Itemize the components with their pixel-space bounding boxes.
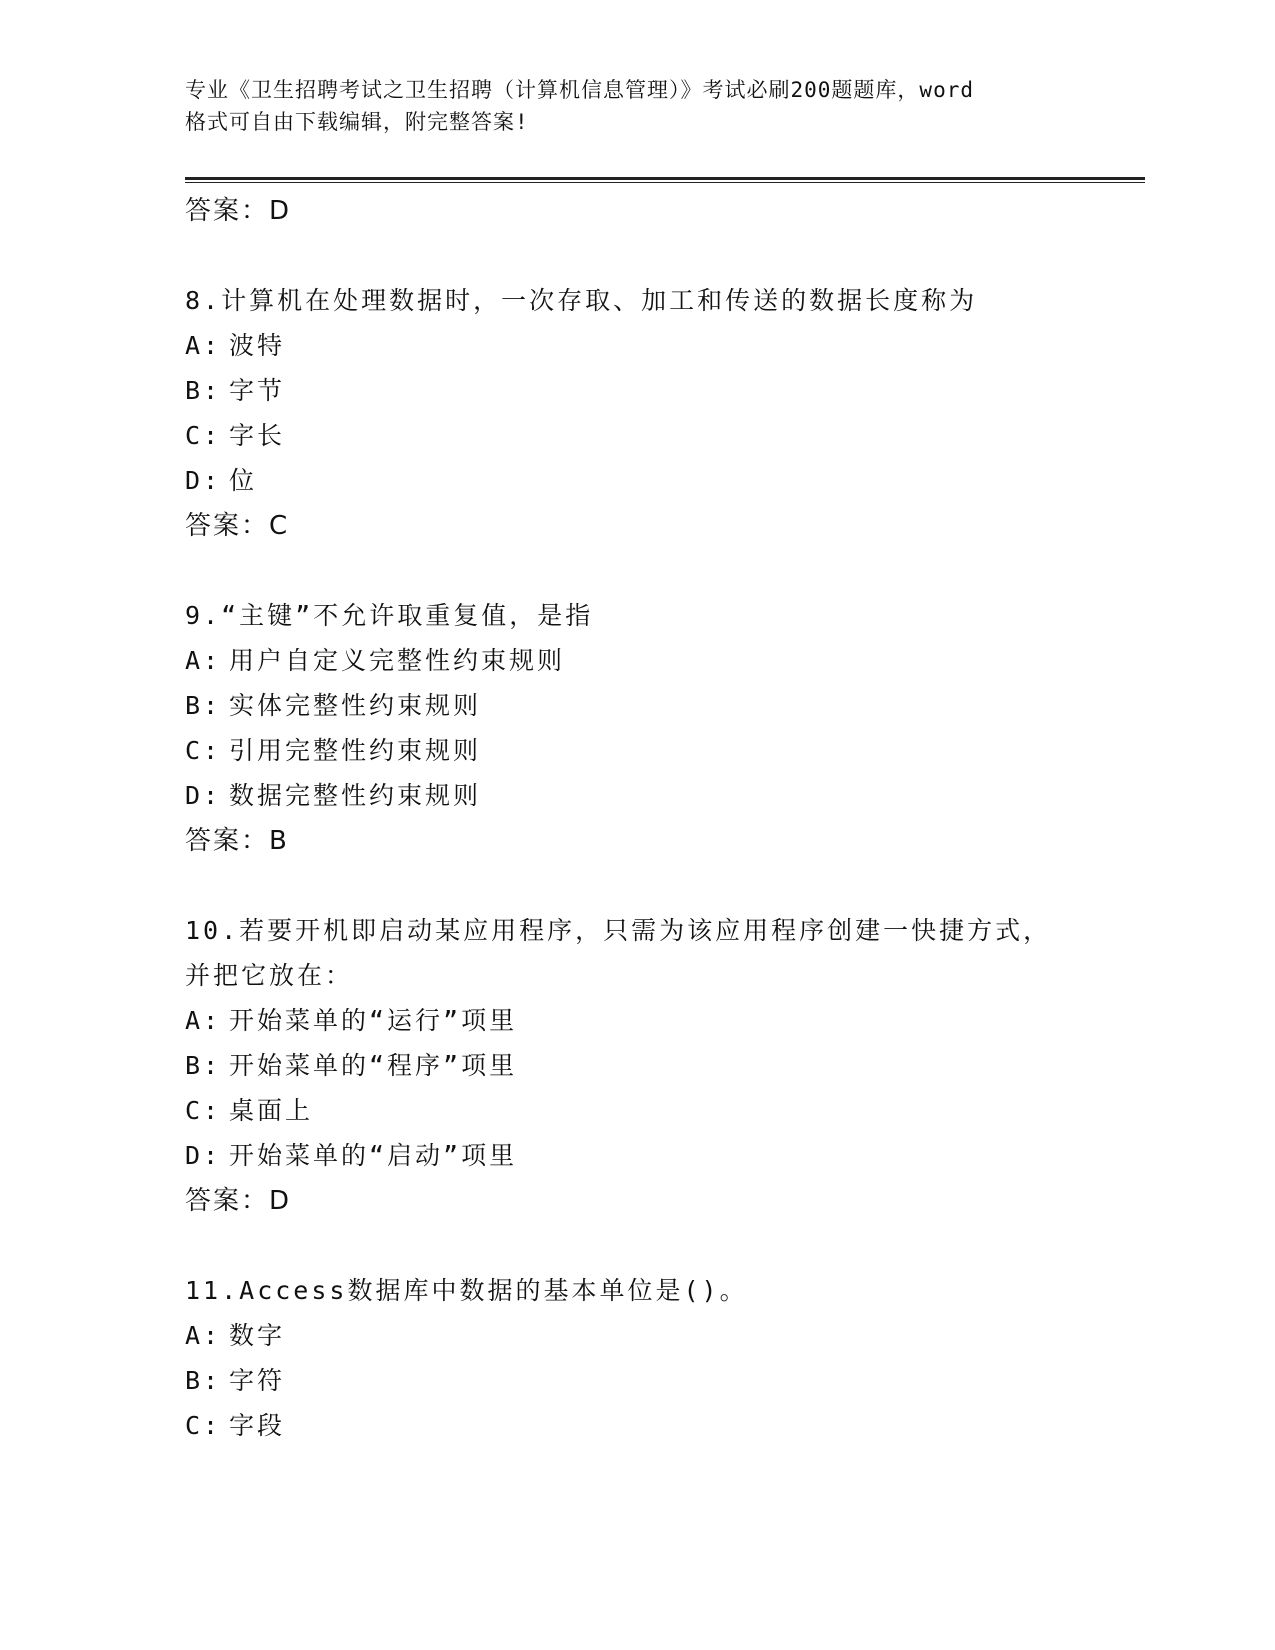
option-text: 用户自定义完整性约束规则 xyxy=(229,646,566,675)
option-item xyxy=(185,728,1125,773)
option-item xyxy=(185,683,1125,728)
answer-value: C xyxy=(269,511,289,541)
option-letter: B: xyxy=(185,376,222,405)
document-content xyxy=(185,188,1125,1448)
option-item xyxy=(185,1088,1125,1133)
option-text: 字符 xyxy=(229,1366,286,1395)
option-letter: A: xyxy=(185,646,222,675)
question-block xyxy=(185,1268,1125,1448)
answer-label: 答案： xyxy=(185,511,270,541)
option-letter: C: xyxy=(185,421,222,450)
option-text: 桌面上 xyxy=(229,1096,314,1125)
option-letter: D: xyxy=(185,466,222,495)
question-list xyxy=(185,278,1125,1448)
option-item xyxy=(185,413,1125,458)
option-item xyxy=(185,323,1125,368)
option-letter: B: xyxy=(185,1366,222,1395)
question-stem: 9.“主键”不允许取重复值，是指 xyxy=(185,601,594,630)
option-letter: A: xyxy=(185,331,222,360)
option-letter: D: xyxy=(185,781,222,810)
answer-line xyxy=(185,818,1125,864)
option-letter: D: xyxy=(185,1141,222,1170)
option-item xyxy=(185,1133,1125,1178)
header-line-1: 专业《卫生招聘考试之卫生招聘（计算机信息管理）》考试必刷200题题库，word xyxy=(185,78,974,102)
option-letter: C: xyxy=(185,1411,222,1440)
option-item xyxy=(185,458,1125,503)
option-text: 数字 xyxy=(229,1321,286,1350)
question-stem: 10.若要开机即启动某应用程序，只需为该应用程序创建一快捷方式， xyxy=(185,916,1052,945)
answer-label: 答案： xyxy=(185,826,270,856)
answer-label: 答案： xyxy=(185,1186,270,1216)
question-block xyxy=(185,908,1125,1224)
option-text: 数据完整性约束规则 xyxy=(229,781,482,810)
option-text: 开始菜单的“启动”项里 xyxy=(229,1141,518,1170)
question-stem: 并把它放在： xyxy=(185,961,354,990)
option-text: 字段 xyxy=(229,1411,286,1440)
answer-value: D xyxy=(269,196,291,226)
option-text: 实体完整性约束规则 xyxy=(229,691,482,720)
option-text: 引用完整性约束规则 xyxy=(229,736,482,765)
option-letter: A: xyxy=(185,1321,222,1350)
option-letter: B: xyxy=(185,1051,222,1080)
option-item xyxy=(185,1313,1125,1358)
answer-value: B xyxy=(269,826,288,856)
option-item xyxy=(185,638,1125,683)
header-rule-thin xyxy=(185,182,1145,183)
option-item xyxy=(185,368,1125,413)
answer-label: 答案： xyxy=(185,196,270,226)
option-item xyxy=(185,1043,1125,1088)
question-stem: 11.Access数据库中数据的基本单位是()。 xyxy=(185,1276,748,1305)
header-line-2: 格式可自由下载编辑，附完整答案! xyxy=(185,110,529,134)
question-block xyxy=(185,593,1125,864)
option-item xyxy=(185,998,1125,1043)
option-text: 开始菜单的“运行”项里 xyxy=(229,1006,518,1035)
option-text: 字节 xyxy=(229,376,286,405)
answer-line xyxy=(185,188,1125,234)
option-text: 字长 xyxy=(229,421,286,450)
option-letter: C: xyxy=(185,736,222,765)
option-letter: A: xyxy=(185,1006,222,1035)
option-item xyxy=(185,1403,1125,1448)
answer-value: D xyxy=(269,1186,291,1216)
option-item xyxy=(185,773,1125,818)
option-text: 开始菜单的“程序”项里 xyxy=(229,1051,518,1080)
option-text: 波特 xyxy=(229,331,286,360)
header-rule-thick xyxy=(185,177,1145,180)
question-stem: 8.计算机在处理数据时，一次存取、加工和传送的数据长度称为 xyxy=(185,286,978,315)
option-text: 位 xyxy=(229,466,258,495)
option-letter: B: xyxy=(185,691,222,720)
document-header xyxy=(185,74,1085,138)
answer-line xyxy=(185,1178,1125,1224)
answer-line xyxy=(185,503,1125,549)
option-letter: C: xyxy=(185,1096,222,1125)
option-item xyxy=(185,1358,1125,1403)
question-block xyxy=(185,278,1125,549)
